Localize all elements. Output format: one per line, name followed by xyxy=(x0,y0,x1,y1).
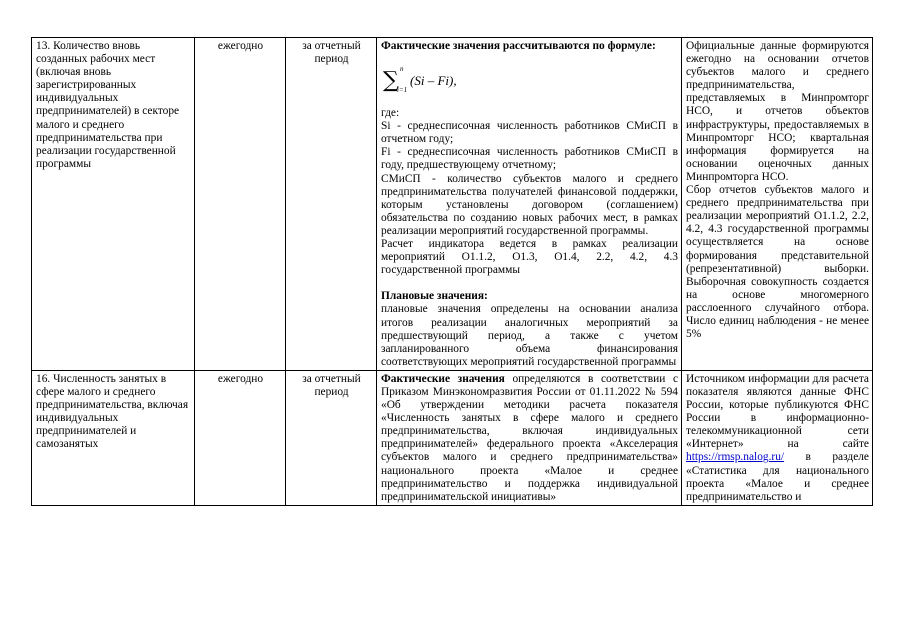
indicator-cell xyxy=(32,370,195,505)
indicator-cell xyxy=(32,38,195,371)
method-cell xyxy=(377,38,682,371)
period-cell xyxy=(286,38,377,371)
period-value: за отчетный период xyxy=(302,40,361,66)
sum-symbol: ∑ xyxy=(383,68,399,94)
formula-upper-limit: n xyxy=(400,65,404,74)
method-cell xyxy=(377,370,682,505)
method-line: Fi - среднесписочная численность работников СМиСП в году, предшествующему отчетному; xyxy=(381,146,678,172)
method-heading: Фактические значения рассчитываются по формуле: xyxy=(381,40,656,52)
indicator-name: 16. Численность занятых в сфере малого и среднего предпринимательства, включая индивидуальных предпринимателей и самозанятых xyxy=(36,372,189,451)
source-paragraph: Сбор отчетов субъектов малого и среднего предпринимательства при реализации мероприятий О1.1.2, 2.2, 4.2, 4.3 государственной программы осуществляется на основе формирования представительной (репрезентативной) выборки. Выборочная совокупность создается на основе многомерного расслоенного случайного отбора. Число единиц наблюдения - не менее 5% xyxy=(686,184,869,341)
formula-lower-limit: i=1 xyxy=(397,86,408,95)
method-line: СМиСП - количество субъектов малого и среднего предпринимательства получателей финансовой поддержки, которым установлены договором (соглашением) обязательства по созданию новых рабочих мест, в рамках реализации мероприятий государственной программы. xyxy=(381,172,678,237)
method-line: Расчет индикатора ведется в рамках реализации мероприятий О1.1.2, О1.3, О1.4, 2.2, 4.2, 4.3 государственной программы xyxy=(381,238,678,277)
period-value: за отчетный период xyxy=(302,372,361,398)
frequency-value: ежегодно xyxy=(217,40,264,52)
table-row xyxy=(32,38,873,371)
period-cell xyxy=(286,370,377,505)
source-link[interactable]: https://rmsp.nalog.ru/ xyxy=(686,451,785,464)
method-text: определяются в соответствии с Приказом Минэкономразвития России от 01.11.2022 № 594 «Об утверждении методики расчета показателя «Численность занятых в сфере малого и среднего предпринимательства, включая индивидуальных предпринимателей» федерального проекта «Акселерация субъектов малого и среднего предпринимательства» национального проекта «Малое и среднее предпринимательство и поддержка индивидуальной предпринимательской инициативы» xyxy=(381,372,679,503)
sum-formula-graphic xyxy=(381,61,521,99)
frequency-cell xyxy=(195,370,286,505)
table-row xyxy=(32,370,873,505)
source-text: Источником информации для расчета показателя являются данные ФНС России, которые публикуются ФНС России в информационно-телекоммуникационной сети «Интернет» на сайте xyxy=(686,372,869,451)
plan-heading: Плановые значения: xyxy=(381,290,488,303)
source-text-continued: в разделе «Статистика для национального проекта «Малое и среднее предпринимательство и xyxy=(686,451,869,503)
source-paragraph: Официальные данные формируются ежегодно на основании отчетов субъектов малого и среднего предпринимательства, представляемых в Минпромторг НСО, и отчетов объектов инфраструктуры, предоставляемых в Минпромторг НСО; квартальная информация формируется на основании оценочных данных Минпромторга НСО. xyxy=(686,40,869,183)
source-cell xyxy=(682,38,873,371)
method-line: Si - среднесписочная численность работников СМиСП в отчетном году; xyxy=(381,120,678,146)
formula-body: (Si – Fi), xyxy=(410,73,457,89)
formula-where: где: xyxy=(381,107,400,120)
method-heading: Фактические значения xyxy=(381,372,505,385)
plan-text: плановые значения определены на основании анализа итогов реализации аналогичных мероприятий за предшествующий период, а также с учетом запланированного объема финансирования соответствующих мероприятий государственной программы xyxy=(381,303,678,368)
indicator-name: 13. Количество вновь созданных рабочих мест (включая вновь зарегистрированных индивидуальных предпринимателей) в секторе малого и среднего предпринимательства при реализации государственной программы xyxy=(36,40,180,170)
source-cell xyxy=(682,370,873,505)
indicators-table xyxy=(31,37,873,506)
spacer xyxy=(381,277,678,290)
frequency-cell xyxy=(195,38,286,371)
formula xyxy=(381,61,678,99)
frequency-value: ежегодно xyxy=(217,372,264,385)
